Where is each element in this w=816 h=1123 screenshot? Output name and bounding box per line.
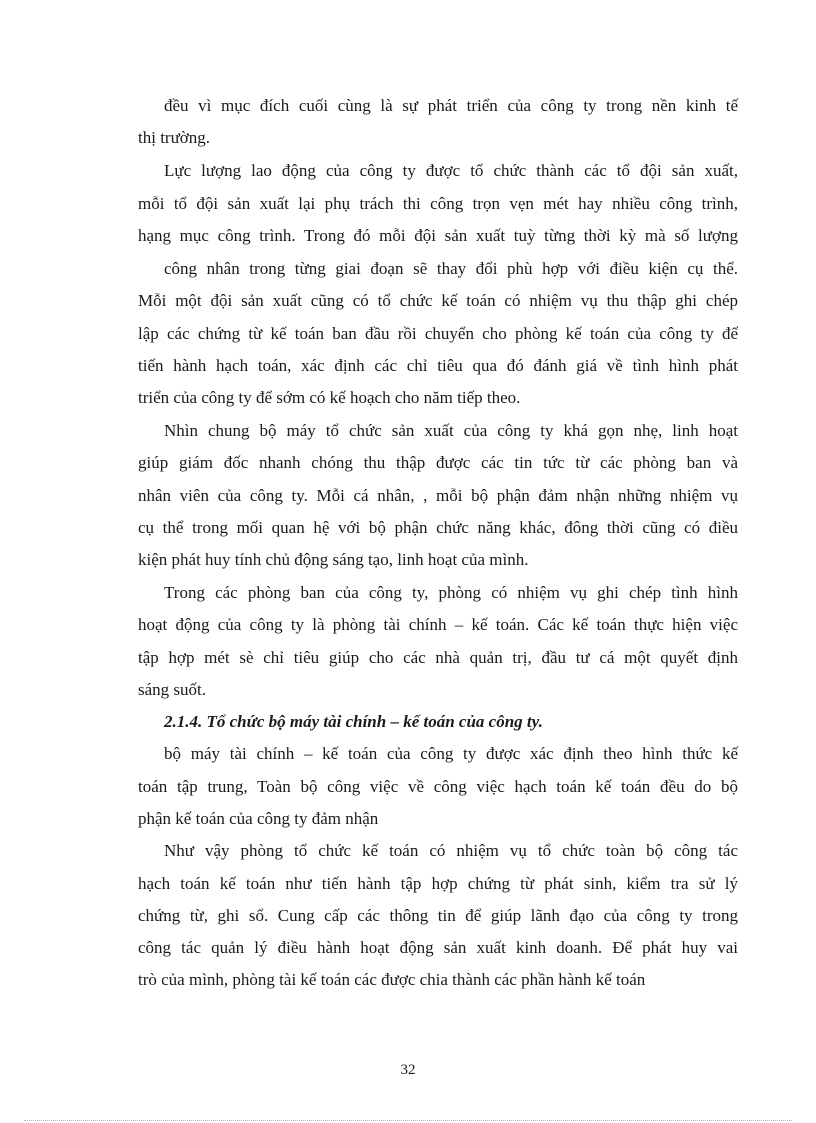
text-line: Mỗi một đội sản xuất cũng có tổ chức kế toán có nhiệm vụ thu thập ghi chép: [138, 291, 738, 310]
text-line: lập các chứng từ kế toán ban đầu rồi chuyển cho phòng kế toán của công ty để: [138, 324, 738, 343]
page-number: 32: [400, 1062, 416, 1078]
page-bottom-rule: [24, 1120, 792, 1121]
text-line: Lực lượng lao động của công ty được tổ chức thành các tổ đội sản xuất,: [164, 161, 738, 180]
text-line: triển của công ty để sớm có kế hoạch cho năm tiếp theo.: [138, 388, 521, 407]
text-line: mỗi tổ đội sản xuất lại phụ trách thi công trọn vẹn mét hay nhiều công trình,: [138, 194, 738, 213]
text-line: kiện phát huy tính chủ động sáng tạo, linh hoạt của mình.: [138, 550, 529, 569]
text-line: tập hợp mét sè chỉ tiêu giúp cho các nhà quản trị, đầu tư cá một quyết định: [138, 648, 738, 667]
text-line: phận kế toán của công ty đảm nhận: [138, 809, 379, 828]
text-line: hạch toán kế toán như tiến hành tập hợp chứng từ phát sinh, kiểm tra sử lý: [138, 874, 738, 893]
text-line: đều vì mục đích cuối cùng là sự phát triển của công ty trong nền kinh tế: [164, 96, 738, 115]
text-line: Nhìn chung bộ máy tổ chức sản xuất của công ty khá gọn nhẹ, linh hoạt: [164, 421, 738, 440]
text-line: công nhân trong từng giai đoạn sẽ thay đổi phù hợp với điều kiện cụ thể.: [164, 259, 738, 278]
text-line: thị trường.: [138, 128, 211, 147]
text-line: trò của mình, phòng tài kế toán các được chia thành các phần hành kế toán: [138, 970, 646, 989]
text-line: sáng suốt.: [138, 680, 206, 699]
section-heading: 2.1.4. Tổ chức bộ máy tài chính – kế toán của công ty.: [164, 712, 543, 731]
text-line: công tác quản lý điều hành hoạt động sản xuất kinh doanh. Để phát huy vai: [138, 938, 738, 957]
text-line: hạng mục công trình. Trong đó mỗi đội sản xuất tuỳ từng thời kỳ mà số lượng: [138, 226, 738, 245]
text-line: bộ máy tài chính – kế toán của công ty được xác định theo hình thức kế: [164, 744, 738, 763]
text-line: toán tập trung, Toàn bộ công việc về công việc hạch toán kế toán đều do bộ: [138, 777, 738, 796]
text-line: giúp giám đốc nhanh chóng thu thập được các tin tức từ các phòng ban và: [138, 453, 738, 472]
text-line: chứng từ, ghi sổ. Cung cấp các thông tin để giúp lãnh đạo của công ty trong: [138, 906, 738, 925]
text-line: Trong các phòng ban của công ty, phòng có nhiệm vụ ghi chép tình hình: [164, 583, 738, 602]
text-line: tiến hành hạch toán, xác định các chỉ tiêu qua đó đánh giá về tình hình phát: [138, 356, 738, 375]
text-line: nhân viên của công ty. Mỗi cá nhân, , mỗi bộ phận đảm nhận những nhiệm vụ: [138, 486, 738, 505]
text-line: hoạt động của công ty là phòng tài chính – kế toán. Các kế toán thực hiện việc: [138, 615, 738, 634]
text-line: Như vậy phòng tổ chức kế toán có nhiệm vụ tổ chức toàn bộ công tác: [164, 841, 738, 860]
text-line: cụ thể trong mối quan hệ với bộ phận chức năng khác, đông thời cũng có điều: [138, 518, 738, 537]
